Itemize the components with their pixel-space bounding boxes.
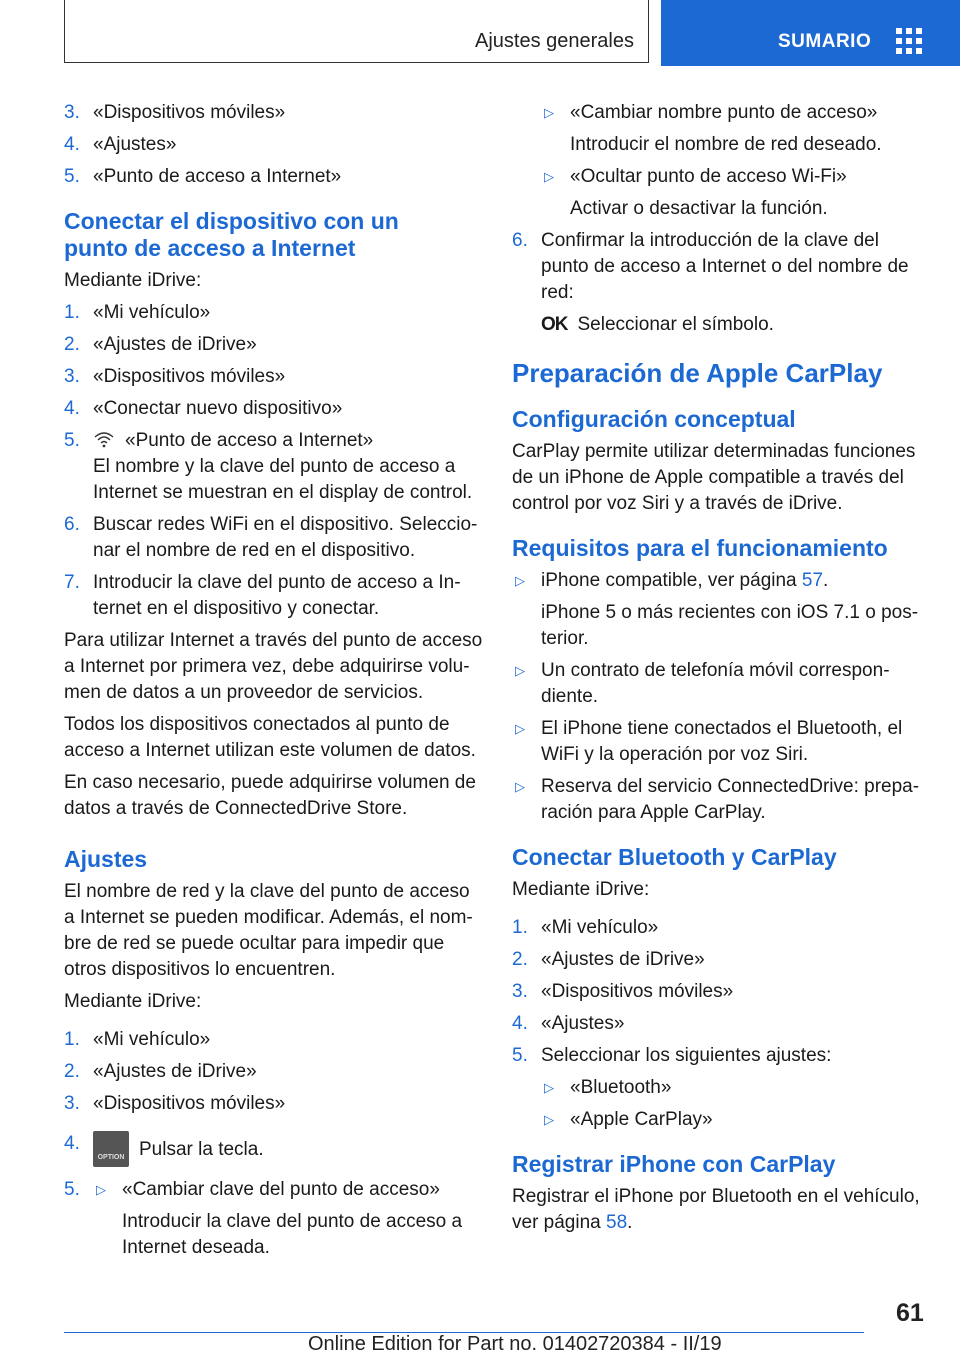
- list-item: 6. Confirmar la introducción de la clave del punto de acceso a Internet o del nombre de red:: [512, 230, 909, 303]
- page-number: 61: [896, 1299, 924, 1327]
- idrive-label: Mediante iDrive:: [64, 991, 202, 1012]
- left-column: [64, 100, 484, 1267]
- page-header: [0, 0, 960, 66]
- wifi-icon: [93, 430, 115, 448]
- item-description: OK Seleccionar el símbolo.: [512, 312, 927, 338]
- triangle-bullet-icon: ▷: [515, 663, 525, 678]
- list-item: 1. «Mi vehículo»: [512, 917, 659, 938]
- list-item: 4. «Ajustes»: [64, 134, 177, 155]
- triangle-bullet-icon: ▷: [544, 1080, 554, 1095]
- heading-carplay: Preparación de Apple CarPlay: [512, 358, 883, 388]
- list-item: ▷ «Cambiar nombre punto de acceso»: [512, 100, 927, 126]
- paragraph: El nombre de red y la clave del punto de acceso a Internet se pueden modificar. Además, el nombre de red se puede ocultar para impedir que otros dispositivos lo encuentren.: [64, 881, 473, 980]
- item-description: Introducir la clave del punto de acceso a Internet deseada.: [122, 1211, 463, 1258]
- idrive-label: Mediante iDrive:: [512, 879, 650, 900]
- item-description: El nombre y la clave del punto de acceso a Internet se muestran en el display de control.: [93, 456, 473, 503]
- list-item: 1. «Mi vehículo»: [64, 302, 211, 323]
- paragraph: Todos los dispositivos conectados al punto de acceso a Internet utilizan este volumen de datos.: [64, 714, 476, 761]
- list-item: 4. «Ajustes»: [512, 1013, 625, 1034]
- list-item: 5. Seleccionar los siguientes ajustes:: [512, 1045, 832, 1066]
- paragraph: CarPlay permite utilizar determinadas funciones de un iPhone de Apple compatible a través del control por voz Siri y a través de iDrive.: [512, 441, 916, 514]
- ok-icon: OK: [541, 314, 568, 335]
- list-item: 1. «Mi vehículo»: [64, 1029, 211, 1050]
- list-item: 2. «Ajustes de iDrive»: [64, 334, 257, 355]
- sumario-label: SUMARIO: [778, 31, 872, 52]
- section-title: Ajustes generales: [475, 30, 634, 52]
- triangle-bullet-icon: ▷: [515, 779, 525, 794]
- item-description: iPhone 5 o más recientes con iOS 7.1 o posterior.: [541, 602, 919, 649]
- idrive-label: Mediante iDrive:: [64, 270, 202, 291]
- list-item: ▷ El iPhone tiene conectados el Bluetooth, el WiFi y la operación por voz Siri.: [515, 718, 903, 765]
- grid-icon: [896, 28, 922, 54]
- triangle-bullet-icon: ▷: [96, 1182, 106, 1197]
- list-item: 3. «Dispositivos móviles»: [64, 102, 286, 123]
- list-item: 4. «Conectar nuevo dispositivo»: [64, 398, 343, 419]
- triangle-bullet-icon: ▷: [515, 721, 525, 736]
- list-item: 3. «Dispositivos móviles»: [64, 1093, 286, 1114]
- paragraph: Registrar el iPhone por Bluetooth en el vehículo, ver página 58.: [512, 1186, 920, 1233]
- list-item: 6. Buscar redes WiFi en el dispositivo. Seleccionar el nombre de red en el dispositivo.: [64, 514, 478, 561]
- sumario-button[interactable]: [661, 0, 960, 66]
- list-item: ▷ «Apple CarPlay»: [512, 1107, 927, 1133]
- heading-concept: Configuración conceptual: [512, 406, 796, 432]
- list-item: 2. «Ajustes de iDrive»: [64, 1061, 257, 1082]
- right-column: [512, 100, 927, 1242]
- list-item: ▷ Un contrato de telefonía móvil correspondiente.: [515, 660, 890, 707]
- list-item: 5. ▷ «Cambiar clave del punto de acceso»: [64, 1177, 484, 1203]
- list-item: ▷ «Ocultar punto de acceso Wi-Fi»: [512, 164, 927, 190]
- triangle-bullet-icon: ▷: [544, 105, 554, 120]
- list-item: 3. «Dispositivos móviles»: [64, 366, 286, 387]
- list-item: ▷ «Bluetooth»: [512, 1075, 927, 1101]
- header-section-box: [64, 0, 649, 63]
- paragraph: En caso necesario, puede adquirirse volumen de datos a través de ConnectedDrive Store.: [64, 772, 476, 819]
- heading-connect: Conectar el dispositivo con un punto de acceso a Internet: [64, 208, 399, 261]
- list-item: 5. «Punto de acceso a Internet»: [64, 430, 374, 451]
- heading-register: Registrar iPhone con CarPlay: [512, 1151, 836, 1177]
- page-link[interactable]: 57: [801, 570, 824, 591]
- list-item: ▷ iPhone compatible, ver página 57.: [512, 568, 927, 594]
- list-item: 4. OPTION Pulsar la tecla.: [64, 1131, 484, 1167]
- option-button-icon: OPTION: [93, 1131, 129, 1167]
- heading-ajustes: Ajustes: [64, 846, 148, 872]
- item-description: Activar o desactivar la función.: [570, 198, 828, 219]
- heading-bluetooth: Conectar Bluetooth y CarPlay: [512, 844, 837, 870]
- item-description: Introducir el nombre de red deseado.: [570, 134, 882, 155]
- heading-requirements: Requisitos para el funcionamiento: [512, 535, 888, 561]
- list-item: 3. «Dispositivos móviles»: [512, 981, 734, 1002]
- triangle-bullet-icon: ▷: [544, 169, 554, 184]
- list-item: 5. «Punto de acceso a Internet»: [64, 166, 342, 187]
- page-link[interactable]: 58: [606, 1212, 628, 1233]
- list-item: 7. Introducir la clave del punto de acceso a Internet en el dispositivo y conectar.: [64, 572, 461, 619]
- paragraph: Para utilizar Internet a través del punto de acceso a Internet por primera vez, debe adquirirse volumen de datos a un proveedor de servicios.: [64, 630, 483, 703]
- edition-text: Online Edition for Part no. 01402720384 - II/19: [308, 1333, 722, 1355]
- list-item: ▷ Reserva del servicio ConnectedDrive: preparación para Apple CarPlay.: [515, 776, 920, 823]
- triangle-bullet-icon: ▷: [544, 1112, 554, 1127]
- triangle-bullet-icon: ▷: [515, 573, 525, 588]
- list-item: 2. «Ajustes de iDrive»: [512, 949, 705, 970]
